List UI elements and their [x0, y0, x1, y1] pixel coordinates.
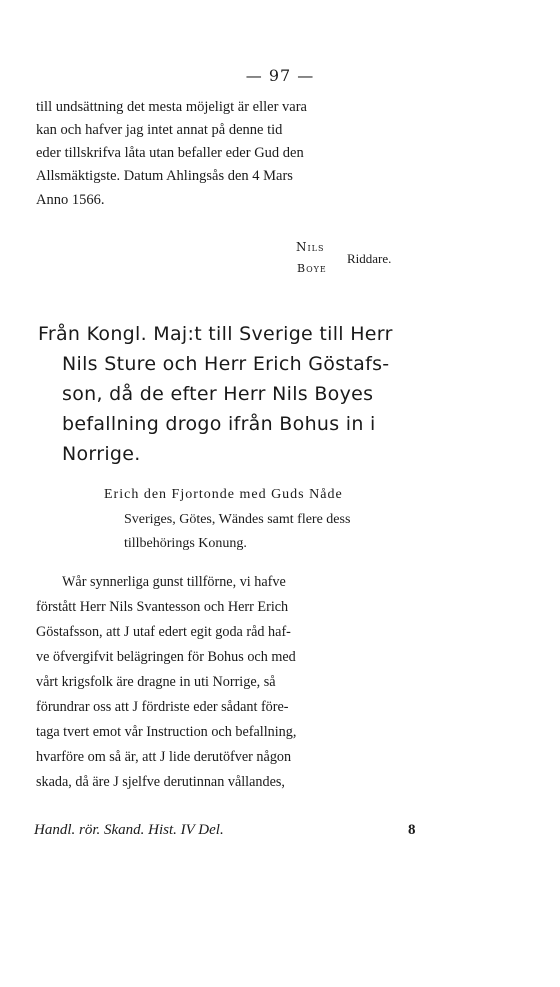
salutation-line: Erich den Fjortonde med Guds Nåde [104, 487, 343, 502]
letter2-heading-line: Norrige. [62, 443, 141, 465]
signature-last-name: Boye [297, 262, 327, 275]
salutation-line: tillbehörings Konung. [124, 536, 247, 551]
letter2-line: förstått Herr Nils Svantesson och Herr Erich [36, 599, 289, 615]
letter2-line: Göstafsson, att J utaf edert egit goda råd haf- [36, 624, 291, 640]
letter2-heading-line: son, då de efter Herr Nils Boyes [62, 383, 374, 405]
letter1-line: Allsmäktigste. Datum Ahlingsås den 4 Mars [36, 168, 293, 184]
letter2-line: skada, då äre J sjelfve derutinnan vållandes, [36, 774, 285, 790]
footer-source: Handl. rör. Skand. Hist. IV Del. [34, 822, 224, 838]
letter2-heading-line: Nils Sture och Herr Erich Göstafs- [62, 353, 390, 375]
page-number: — 97 — [245, 66, 315, 85]
letter2-line: hvarföre om så är, att J lide derutöfver någon [36, 749, 292, 765]
letter2-line: förundrar oss att J fördriste eder sådant före- [36, 699, 289, 715]
footer-signature-mark: 8 [408, 822, 416, 838]
letter1-line: eder tillskrifva låta utan befaller eder Gud den [36, 145, 304, 161]
salutation-line: Sveriges, Götes, Wändes samt flere dess [124, 512, 351, 527]
letter1-line: till undsättning det mesta möjeligt är eller vara [36, 99, 307, 115]
letter1-line: kan och hafver jag intet annat på denne tid [36, 122, 283, 138]
letter2-heading-line: befallning drogo ifrån Bohus in i [62, 413, 376, 435]
signature-title: Riddare. [347, 251, 392, 266]
letter2-line: taga tvert emot vår Instruction och befallning, [36, 724, 297, 740]
letter2-line: Wår synnerliga gunst tillförne, vi hafve [62, 574, 286, 590]
letter2-line: ve öfvergifvit belägringen för Bohus och med [36, 649, 296, 665]
letter2-heading-line: Från Kongl. Maj:t till Sverige till Herr [38, 323, 393, 345]
letter2-line: vårt krigsfolk äre dragne in uti Norrige, så [36, 674, 276, 690]
signature-first-name: Nils [296, 240, 325, 254]
letter1-line: Anno 1566. [36, 192, 105, 208]
